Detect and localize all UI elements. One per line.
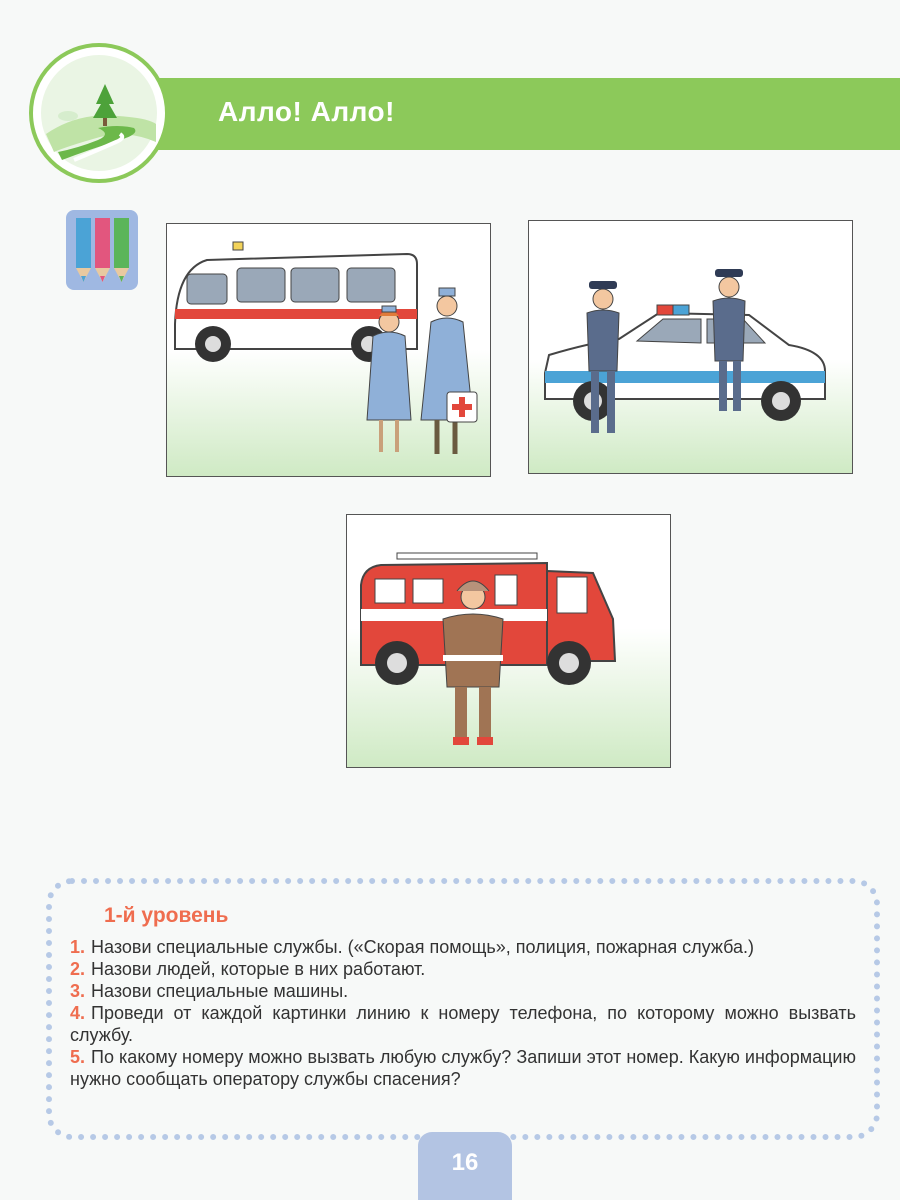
task-number: 2.: [70, 959, 86, 979]
level-title: 1-й уровень: [104, 904, 229, 927]
police-picture: [528, 220, 853, 474]
task-text: Назови специальные машины.: [91, 981, 349, 1001]
task-text: Проведи от каждой картинки линию к номеру телефона, по которому можно вызвать службу.: [70, 1003, 856, 1045]
colored-pencils-icon: [66, 210, 138, 290]
page-number: 16: [418, 1132, 512, 1200]
task-number: 4.: [70, 1003, 86, 1023]
list-item: [70, 936, 856, 958]
task-text: Назови специальные службы. («Скорая помощь», полиция, пожарная служба.): [91, 937, 755, 957]
list-item: [70, 980, 856, 1002]
task-number: 1.: [70, 937, 86, 957]
task-list: [70, 936, 856, 1090]
fire-service-picture: [346, 514, 671, 768]
task-text: По какому номеру можно вызвать любую службу? Запиши этот номер. Какую информацию нужно сообщать оператору службы спасения?: [70, 1047, 856, 1089]
list-item: [70, 1046, 856, 1090]
task-number: 3.: [70, 981, 86, 1001]
list-item: [70, 958, 856, 980]
list-item: [70, 1002, 856, 1046]
task-text: Назови людей, которые в них работают.: [91, 959, 426, 979]
ambulance-picture: [166, 223, 491, 477]
landscape-road-tree-icon: [28, 42, 170, 184]
page-title: Алло! Алло!: [218, 96, 395, 127]
task-number: 5.: [70, 1047, 86, 1067]
